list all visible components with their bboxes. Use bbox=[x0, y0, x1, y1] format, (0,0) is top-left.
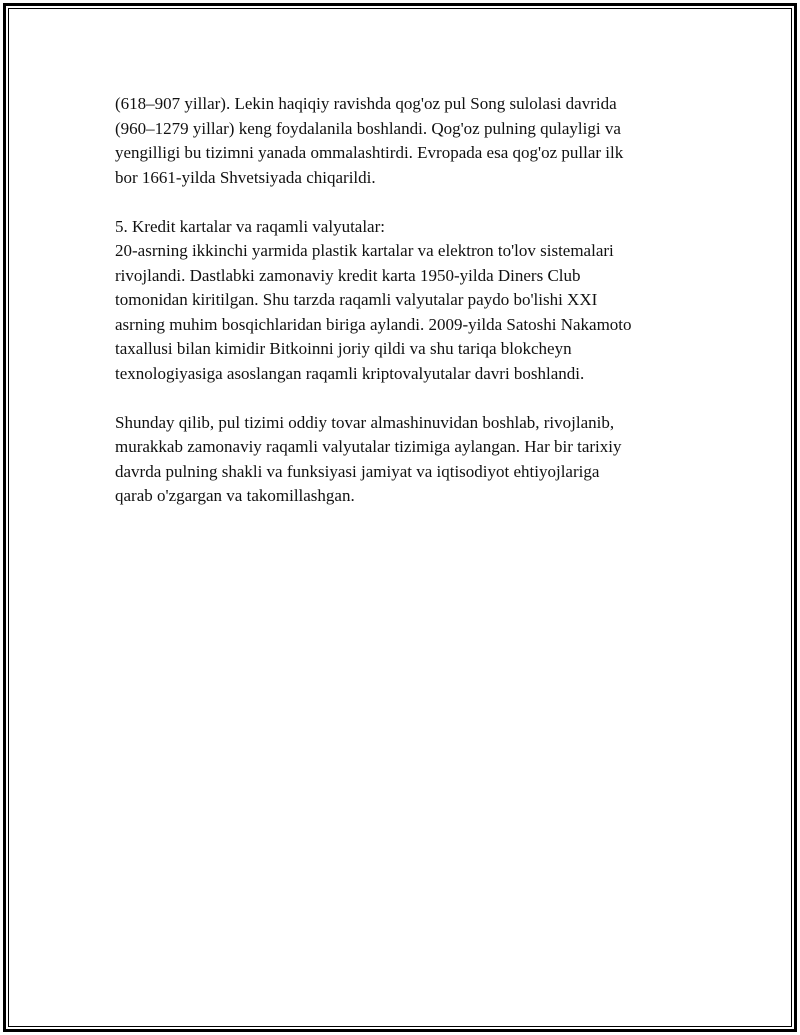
paragraph-conclusion bbox=[115, 411, 690, 509]
text-line: bor 1661-yilda Shvetsiyada chiqarildi. bbox=[115, 167, 376, 187]
text-line: murakkab zamonaviy raqamli valyutalar tizimiga aylangan. Har bir tarixiy bbox=[115, 437, 622, 456]
section-heading: 5. Kredit kartalar va raqamli valyutalar: bbox=[115, 216, 385, 236]
text-line: davrda pulning shakli va funksiyasi jamiyat va iqtisodiyot ehtiyojlariga bbox=[115, 461, 600, 481]
document-body bbox=[115, 92, 690, 509]
text-line: yengilligi bu tizimni yanada ommalashtirdi. Evropada esa qog'oz pullar ilk bbox=[115, 143, 624, 162]
paragraph-paper-money bbox=[115, 92, 690, 190]
text-line: tomonidan kiritilgan. Shu tarzda raqamli valyutalar paydo bo'lishi XXI bbox=[115, 290, 598, 309]
text-line: Shunday qilib, pul tizimi oddiy tovar almashinuvidan boshlab, rivojlanib, bbox=[115, 412, 615, 432]
paragraph-spacer bbox=[115, 386, 690, 411]
text-line: rivojlandi. Dastlabki zamonaviy kredit karta 1950-yilda Diners Club bbox=[115, 265, 581, 285]
paragraph-spacer bbox=[115, 190, 690, 215]
text-line: 20-asrning ikkinchi yarmida plastik kartalar va elektron to'lov sistemalari bbox=[115, 241, 614, 260]
section-credit-cards bbox=[115, 215, 690, 387]
text-line: (618–907 yillar). Lekin haqiqiy ravishda qog'oz pul Song sulolasi davrida bbox=[115, 94, 617, 113]
text-line: qarab o'zgargan va takomillashgan. bbox=[115, 486, 355, 505]
text-line: (960–1279 yillar) keng foydalanila boshlandi. Qog'oz pulning qulayligi va bbox=[115, 118, 621, 138]
text-line: asrning muhim bosqichlaridan biriga aylandi. 2009-yilda Satoshi Nakamoto bbox=[115, 314, 632, 334]
text-line: taxallusi bilan kimidir Bitkoinni joriy qildi va shu tariqa blokcheyn bbox=[115, 339, 572, 358]
text-line: texnologiyasiga asoslangan raqamli kriptovalyutalar davri boshlandi. bbox=[115, 363, 585, 383]
